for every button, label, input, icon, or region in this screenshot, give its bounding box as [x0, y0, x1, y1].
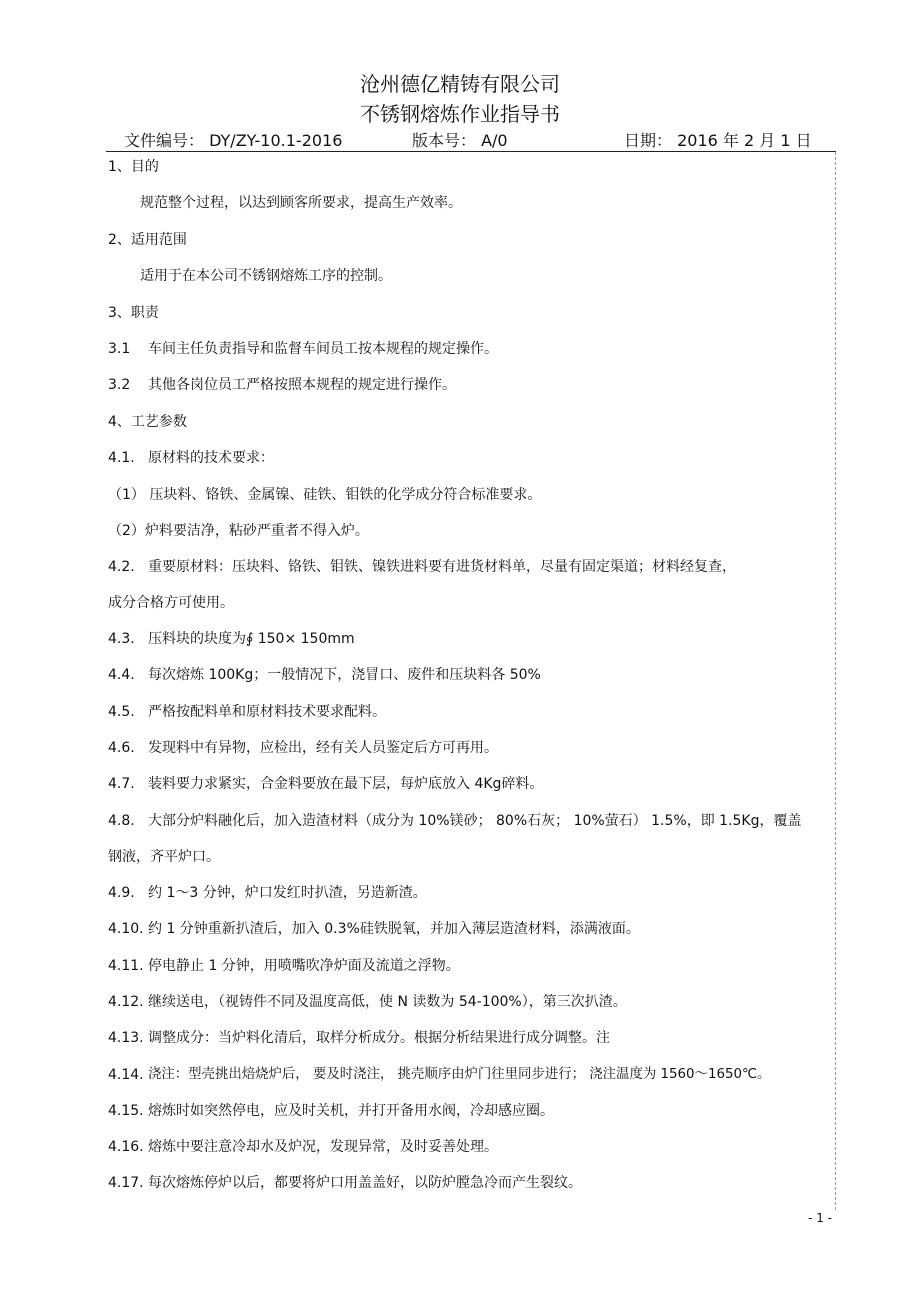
item-number: 4.4.: [108, 667, 135, 683]
item-text: 其他各岗位员工严格按照本规程的规定进行操作。: [148, 377, 456, 393]
section-3-heading: 3、职责: [108, 305, 159, 321]
issue-date: 日期： 2016 年 2 月 1 日: [624, 131, 812, 150]
item-continuation: 钢液，齐平炉口。: [108, 849, 220, 865]
margin-rule: [835, 152, 836, 1210]
item-number: 4.11.: [108, 958, 144, 974]
section-4-heading: 4、工艺参数: [108, 414, 187, 430]
item-text: 重要原材料：压块料、铬铁、钼铁、镍铁进料要有进货材料单，尽量有固定渠道；材料经复查，: [148, 559, 736, 575]
item-text: 每次熔炼停炉以后，都要将炉口用盖盖好，以防炉膛急冷而产生裂纹。: [148, 1175, 582, 1191]
item-number: 4.12.: [108, 994, 144, 1010]
item-text: 严格按配料单和原材料技术要求配料。: [148, 704, 386, 720]
item-text: 继续送电，（视铸件不同及温度高低，使 N 读数为 54-100%），第三次扒渣。: [148, 994, 627, 1010]
item-number: 4.7.: [108, 776, 135, 792]
item-text: 发现料中有异物，应检出，经有关人员鉴定后方可再用。: [148, 740, 498, 756]
header-divider: [106, 151, 836, 152]
item-number: 4.15.: [108, 1103, 144, 1119]
item-number: 4.6.: [108, 740, 135, 756]
company-name: 沧州德亿精铸有限公司: [360, 72, 560, 96]
item-text: 浇注：型壳挑出焙烧炉后， 要及时浇注， 挑壳顺序由炉门往里同步进行； 浇注温度为 1560～1650℃。: [148, 1067, 771, 1082]
section-2-body: 适用于在本公司不锈钢熔炼工序的控制。: [140, 268, 392, 284]
item-number: 4.10.: [108, 921, 144, 937]
item-text: 大部分炉料融化后，加入造渣材料（成分为 10%镁砂； 80%石灰； 10%萤石） 1.5%，即 1.5Kg，覆盖: [148, 813, 802, 829]
item-number: 3.2: [108, 377, 131, 393]
item-number: 3.1: [108, 341, 131, 357]
sub-item: （1） 压块料、铬铁、金属镍、硅铁、钼铁的化学成分符合标准要求。: [108, 487, 542, 503]
item-number: 4.17.: [108, 1175, 144, 1191]
item-number: 4.14.: [108, 1067, 144, 1083]
item-number: 4.2.: [108, 559, 135, 575]
document-title: 不锈钢熔炼作业指导书: [360, 102, 560, 126]
item-continuation: 成分合格方可使用。: [108, 595, 234, 611]
section-2-heading: 2、适用范围: [108, 232, 187, 248]
section-1-heading: 1、目的: [108, 159, 159, 175]
item-text: 停电静止 1 分钟，用喷嘴吹净炉面及流道之浮物。: [148, 958, 460, 974]
item-number: 4.8.: [108, 813, 135, 829]
item-text: 熔炼时如突然停电，应及时关机，并打开备用水阀，冷却感应圈。: [148, 1103, 554, 1119]
item-text: 调整成分：当炉料化清后，取样分析成分。根据分析结果进行成分调整。注: [148, 1030, 610, 1046]
page-number: - 1 -: [808, 1211, 832, 1225]
item-text: 约 1 分钟重新扒渣后，加入 0.3%硅铁脱氧，并加入薄层造渣材料，添满液面。: [148, 921, 640, 937]
item-number: 4.13.: [108, 1030, 144, 1046]
item-text: 原材料的技术要求：: [148, 450, 274, 466]
item-text: 熔炼中要注意冷却水及炉况，发现异常，及时妥善处理。: [148, 1139, 498, 1155]
item-number: 4.5.: [108, 704, 135, 720]
document-number: 文件编号： DY/ZY-10.1-2016: [124, 131, 343, 150]
version-number: 版本号： A/0: [412, 131, 508, 150]
item-text: 约 1～3 分钟，炉口发红时扒渣，另造新渣。: [148, 885, 427, 901]
item-number: 4.9.: [108, 885, 135, 901]
item-number: 4.3.: [108, 631, 135, 647]
item-text: 装料要力求紧实，合金料要放在最下层，每炉底放入 4Kg碎料。: [148, 776, 544, 792]
section-1-body: 规范整个过程，以达到顾客所要求，提高生产效率。: [140, 195, 462, 211]
item-text: 车间主任负责指导和监督车间员工按本规程的规定操作。: [148, 341, 498, 357]
sub-item: （2）炉料要洁净，粘砂严重者不得入炉。: [108, 523, 369, 539]
item-number: 4.1.: [108, 450, 135, 466]
item-text: 压料块的块度为∮ 150× 150mm: [148, 631, 355, 647]
item-text: 每次熔炼 100Kg；一般情况下，浇冒口、废件和压块料各 50%: [148, 667, 541, 683]
item-number: 4.16.: [108, 1139, 144, 1155]
